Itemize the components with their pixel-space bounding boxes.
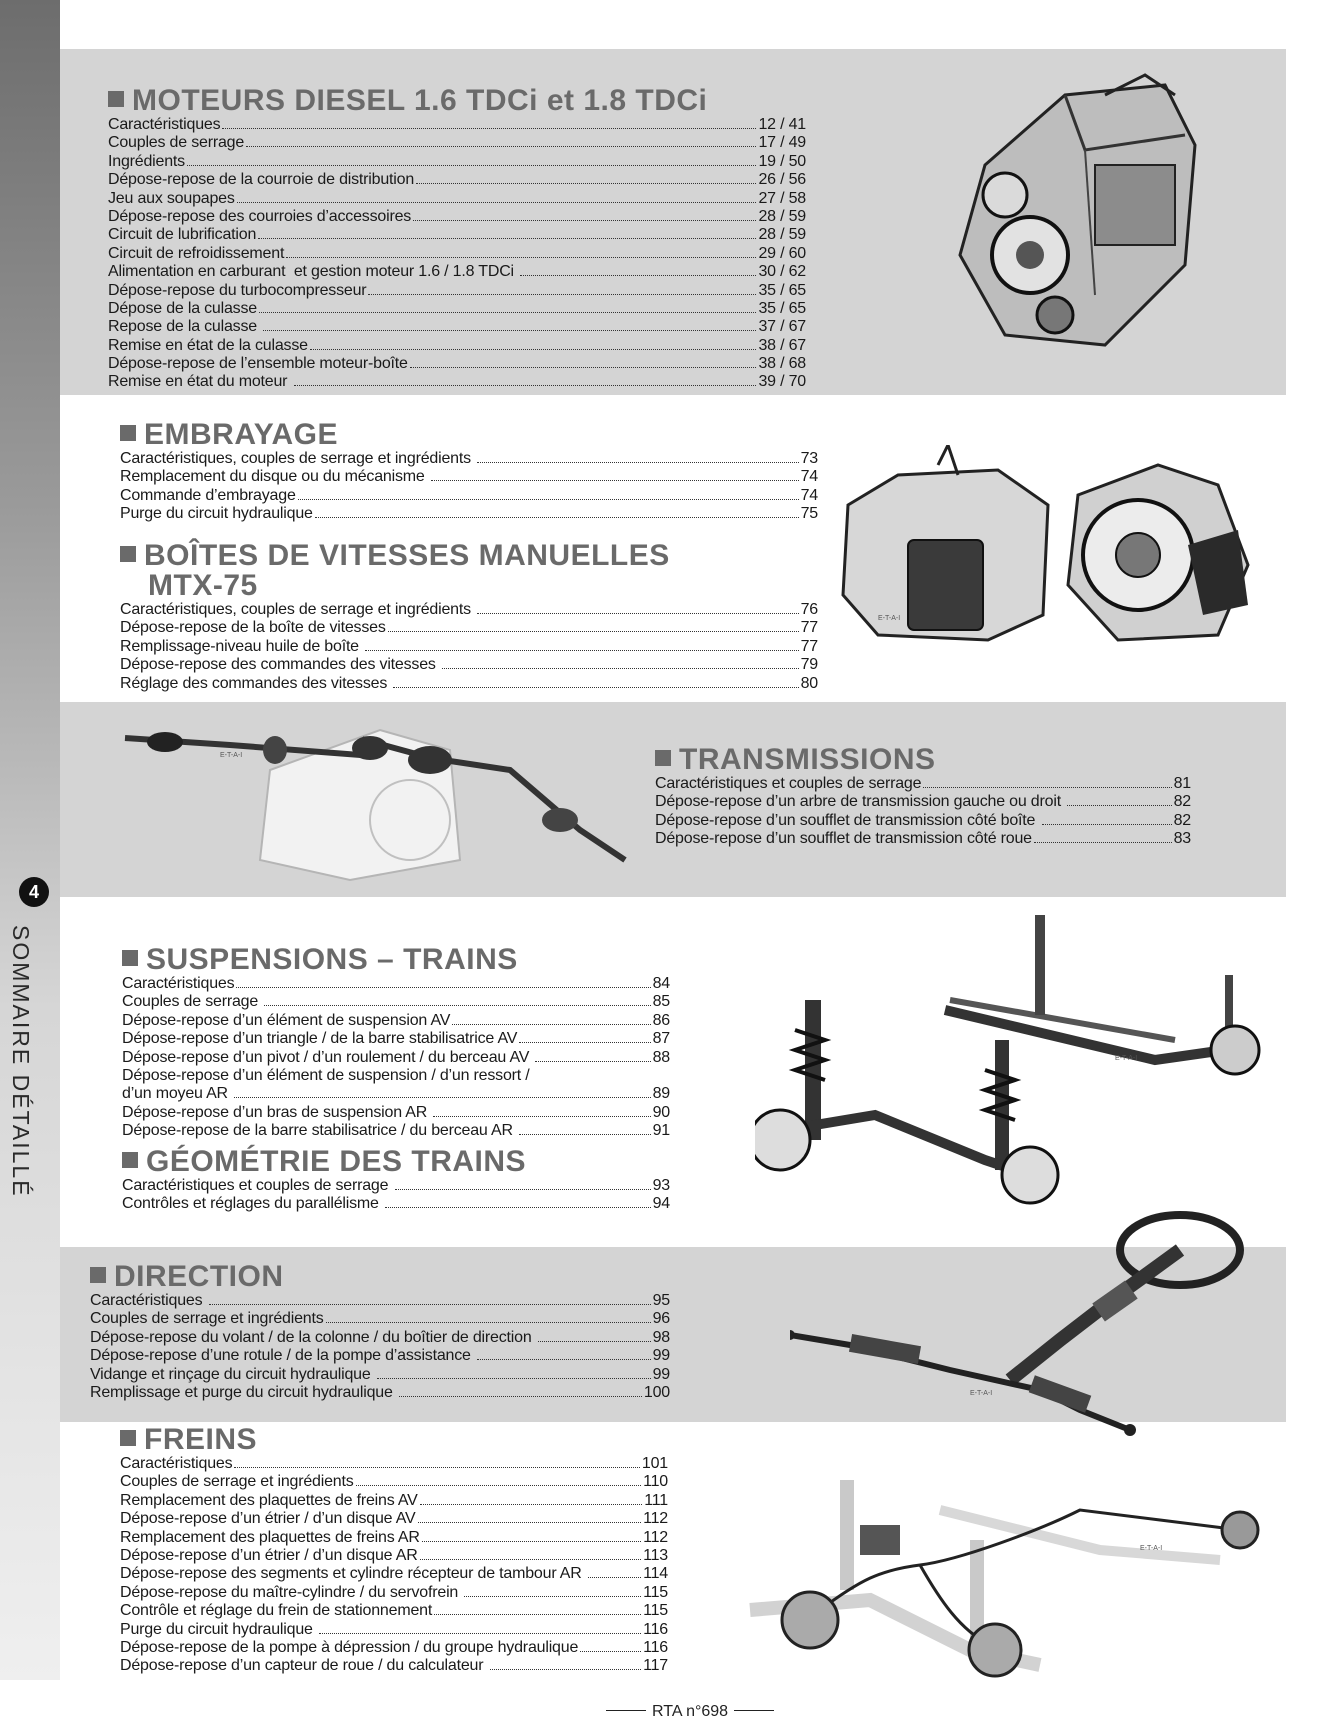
toc-entry <box>122 1195 670 1213</box>
dot-leader <box>310 349 757 350</box>
toc-entry <box>122 975 670 993</box>
square-bullet-icon <box>120 1430 136 1446</box>
dot-leader <box>264 1005 650 1006</box>
toc-entry-page: 116 <box>643 1620 668 1638</box>
toc-entry-page: 27 / 58 <box>758 189 806 207</box>
toc-entry <box>120 656 818 674</box>
dot-leader <box>452 1024 650 1025</box>
toc-entry-label: Couples de serrage et ingrédients <box>120 1473 354 1491</box>
toc-entry <box>655 812 1191 830</box>
toc-entry-label: Dépose-repose de la barre stabilisatrice / du berceau AR <box>122 1122 518 1140</box>
square-bullet-icon <box>122 1152 138 1168</box>
toc-entry <box>108 208 806 226</box>
dot-leader <box>395 1189 651 1190</box>
dot-leader <box>234 1467 639 1468</box>
toc-entry-page: 81 <box>1173 775 1191 792</box>
toc-entry-page: 29 / 60 <box>758 244 806 262</box>
toc-entry-label: Remplacement du disque ou du mécanisme <box>120 468 429 486</box>
toc-entry-label: d’un moyeu AR <box>122 1085 233 1103</box>
toc-entry <box>120 1639 668 1657</box>
toc-entry-page: 75 <box>800 505 818 523</box>
dot-leader <box>187 165 757 166</box>
toc-entry <box>108 116 806 134</box>
dot-leader <box>420 1504 643 1505</box>
toc-entry-page: 93 <box>652 1177 670 1194</box>
square-bullet-icon <box>120 425 136 441</box>
toc-list <box>120 450 818 524</box>
dot-leader <box>538 1341 651 1342</box>
toc-entry-label: Remplissage et purge du circuit hydraulique <box>90 1383 397 1401</box>
toc-entry <box>122 1049 670 1067</box>
toc-entry-label: Dépose-repose de la boîte de vitesses <box>120 619 386 637</box>
toc-entry-page: 74 <box>800 468 818 486</box>
toc-entry-label: Dépose de la culasse <box>108 299 257 317</box>
toc-entry-label: Remplacement des plaquettes de freins AR <box>120 1528 420 1546</box>
toc-entry-page: 115 <box>643 1583 668 1601</box>
toc-entry-page: 112 <box>643 1510 668 1528</box>
toc-entry <box>120 450 818 468</box>
footer-text: RTA n°698 <box>652 1703 729 1720</box>
section-title <box>120 541 818 601</box>
toc-entry-label: Circuit de refroidissement <box>108 244 285 262</box>
toc-entry-label: Purge du circuit hydraulique <box>120 1620 317 1638</box>
dot-leader <box>410 367 757 368</box>
dot-leader <box>368 294 756 295</box>
toc-entry <box>90 1292 670 1310</box>
toc-entry-label: Jeu aux soupapes <box>108 189 235 207</box>
toc-entry-page: 116 <box>643 1638 668 1656</box>
dot-leader <box>236 987 650 988</box>
toc-entry-page: 87 <box>652 1030 670 1048</box>
section-title-continuation: MTX-75 <box>148 569 258 602</box>
toc-list <box>122 1177 670 1214</box>
driveshaft-illustration <box>120 710 630 885</box>
dot-leader <box>365 650 798 651</box>
toc-list <box>122 975 670 1141</box>
section-title-text: TRANSMISSIONS <box>679 743 936 776</box>
dot-leader <box>431 480 799 481</box>
dot-leader <box>246 146 756 147</box>
toc-entry-page: 77 <box>800 637 818 655</box>
toc-entry <box>120 1492 668 1510</box>
etai-stamp: E-T-A-I <box>220 752 243 759</box>
toc-entry-page: 95 <box>652 1292 670 1309</box>
toc-entry-page: 111 <box>644 1491 668 1509</box>
toc-entry-label: Dépose-repose d’un triangle / de la barre stabilisatrice AV <box>122 1030 518 1048</box>
dot-leader <box>418 1522 642 1523</box>
toc-entry-label: Dépose-repose du maître-cylindre / du servofrein <box>120 1583 463 1601</box>
toc-list <box>655 775 1191 849</box>
dot-leader <box>315 517 799 518</box>
toc-entry-label: Repose de la culasse <box>108 318 262 336</box>
square-bullet-icon <box>90 1267 106 1283</box>
toc-entry-label: Contrôle et réglage du frein de stationnement <box>120 1602 433 1620</box>
dot-leader <box>356 1485 642 1486</box>
toc-entry-label: Circuit de lubrification <box>108 226 257 244</box>
footer <box>600 1703 780 1721</box>
toc-entry <box>655 775 1191 793</box>
toc-entry-label: Dépose-repose d’un capteur de roue / du calculateur <box>120 1657 488 1675</box>
section-title-text: BOÎTES DE VITESSES MANUELLES <box>144 539 670 572</box>
etai-stamp: E-T-A-I <box>970 1390 993 1397</box>
dot-leader <box>588 1577 641 1578</box>
section-transmissions <box>655 745 1191 849</box>
dot-leader <box>490 1669 641 1670</box>
section-title-text: FREINS <box>144 1423 258 1456</box>
section-moteurs <box>108 86 806 392</box>
toc-entry-page: 83 <box>1173 830 1191 848</box>
dot-leader <box>520 275 756 276</box>
toc-entry-label: Dépose-repose des courroies d’accessoires <box>108 207 412 225</box>
dot-leader <box>519 1042 650 1043</box>
page-number: 4 <box>19 877 49 907</box>
toc-entry <box>120 601 818 619</box>
dot-leader <box>442 668 799 669</box>
dot-leader <box>234 1097 650 1098</box>
toc-entry-label: Caractéristiques et couples de serrage <box>122 1177 393 1194</box>
toc-entry-label: Dépose-repose d’un étrier / d’un disque AV <box>120 1510 416 1528</box>
toc-list <box>120 601 818 693</box>
toc-entry-label: Dépose-repose d’un arbre de transmission gauche ou droit <box>655 793 1066 811</box>
toc-entry-page: 86 <box>652 1011 670 1029</box>
section-title <box>122 945 670 975</box>
toc-entry-label: Caractéristiques et couples de serrage <box>655 775 922 792</box>
toc-entry <box>120 675 818 693</box>
toc-entry-label: Remise en état de la culasse <box>108 336 308 354</box>
dot-leader <box>420 1559 642 1560</box>
section-freins <box>120 1425 668 1676</box>
toc-entry-page: 30 / 62 <box>758 263 806 281</box>
toc-entry <box>655 793 1191 811</box>
toc-entry-label: Caractéristiques <box>122 975 235 992</box>
toc-entry-page: 28 / 59 <box>758 207 806 225</box>
toc-entry <box>120 638 818 656</box>
dot-leader <box>263 330 756 331</box>
toc-entry-page: 98 <box>652 1328 670 1346</box>
toc-entry-label: Dépose-repose d’un pivot / d’un roulement / du berceau AV <box>122 1048 534 1066</box>
toc-entry-page: 38 / 67 <box>758 336 806 354</box>
toc-entry-label: Dépose-repose d’une rotule / de la pompe d’assistance <box>90 1347 475 1365</box>
toc-entry-label: Remise en état du moteur <box>108 373 292 391</box>
toc-entry <box>120 1529 668 1547</box>
suspension-illustration <box>755 900 1265 1205</box>
toc-entry <box>120 1547 668 1565</box>
toc-entry <box>120 1621 668 1639</box>
toc-entry <box>122 1012 670 1030</box>
steering-illustration <box>790 1195 1290 1450</box>
toc-entry-label: Dépose-repose du volant / de la colonne / du boîtier de direction <box>90 1328 536 1346</box>
toc-entry-page: 101 <box>641 1455 668 1472</box>
toc-entry-label: Dépose-repose des segments et cylindre récepteur de tambour AR <box>120 1565 586 1583</box>
toc-entry <box>108 263 806 281</box>
toc-entry-page: 114 <box>643 1565 668 1583</box>
toc-entry <box>122 1177 670 1195</box>
toc-entry <box>90 1329 670 1347</box>
toc-entry <box>120 505 818 523</box>
toc-entry-page: 90 <box>652 1103 670 1121</box>
toc-entry <box>120 1584 668 1602</box>
dot-leader <box>519 1134 651 1135</box>
toc-entry-label: Ingrédients <box>108 152 185 170</box>
dot-leader <box>535 1061 650 1062</box>
dot-leader <box>477 1359 651 1360</box>
toc-entry-page: 77 <box>800 619 818 637</box>
toc-entry <box>120 1455 668 1473</box>
dot-leader <box>393 687 798 688</box>
dot-leader <box>477 613 798 614</box>
toc-entry-label: Caractéristiques <box>108 116 221 133</box>
brake-illustration <box>740 1470 1260 1680</box>
toc-entry <box>655 830 1191 848</box>
toc-entry-label: Réglage des commandes des vitesses <box>120 674 392 692</box>
section-title <box>655 745 1191 775</box>
section-title <box>90 1262 670 1292</box>
dot-leader <box>294 385 757 386</box>
toc-entry-page: 84 <box>652 975 670 992</box>
dot-leader <box>416 183 756 184</box>
toc-entry-page: 89 <box>652 1085 670 1103</box>
toc-entry-label: Dépose-repose des commandes des vitesses <box>120 656 440 674</box>
toc-entry <box>108 355 806 373</box>
toc-entry-page: 117 <box>643 1657 668 1675</box>
dot-leader <box>326 1322 651 1323</box>
toc-entry-page: 82 <box>1173 811 1191 829</box>
toc-entry-label: Dépose-repose d’un bras de suspension AR <box>122 1103 432 1121</box>
dot-leader <box>464 1596 641 1597</box>
toc-entry <box>120 1473 668 1491</box>
toc-entry-page: 113 <box>643 1546 668 1564</box>
section-geometrie <box>122 1147 670 1214</box>
toc-entry <box>108 190 806 208</box>
section-direction <box>90 1262 670 1402</box>
toc-entry <box>122 1030 670 1048</box>
section-title-text: GÉOMÉTRIE DES TRAINS <box>146 1145 527 1178</box>
toc-entry <box>108 300 806 318</box>
toc-entry-label: Contrôles et réglages du parallélisme <box>122 1195 383 1213</box>
toc-entry-label: Dépose-repose d’un élément de suspension AV <box>122 1011 451 1029</box>
toc-entry-page: 112 <box>643 1528 668 1546</box>
toc-entry-page: 80 <box>800 674 818 692</box>
dot-leader <box>477 462 798 463</box>
dot-leader <box>286 257 756 258</box>
toc-entry-page: 73 <box>800 450 818 467</box>
toc-entry-page: 88 <box>652 1048 670 1066</box>
toc-entry-page: 94 <box>652 1195 670 1213</box>
toc-entry-label: Caractéristiques <box>90 1292 207 1309</box>
toc-entry-label: Dépose-repose d’un soufflet de transmission côté boîte <box>655 811 1040 829</box>
toc-entry-page: 39 / 70 <box>758 373 806 391</box>
dot-leader <box>237 202 757 203</box>
dot-leader <box>413 220 756 221</box>
toc-entry <box>122 1104 670 1122</box>
dot-leader <box>298 499 799 500</box>
toc-entry-label: Remplacement des plaquettes de freins AV <box>120 1491 418 1509</box>
toc-entry-page: 12 / 41 <box>758 116 806 133</box>
toc-entry <box>108 226 806 244</box>
toc-entry-page: 91 <box>652 1122 670 1140</box>
engine-illustration <box>945 55 1205 355</box>
section-title <box>120 420 818 450</box>
toc-list <box>90 1292 670 1402</box>
toc-entry-label: Alimentation en carburant et gestion moteur 1.6 / 1.8 TDCi <box>108 263 519 281</box>
dot-leader <box>399 1396 642 1397</box>
toc-entry <box>120 1657 668 1675</box>
toc-list <box>120 1455 668 1676</box>
square-bullet-icon <box>120 546 136 562</box>
section-title-text: EMBRAYAGE <box>144 418 339 451</box>
toc-entry-page: 100 <box>643 1383 670 1401</box>
section-title <box>122 1147 670 1177</box>
toc-entry-page: 99 <box>652 1347 670 1365</box>
toc-entry-label: Dépose-repose de la pompe à dépression / du groupe hydraulique <box>120 1638 579 1656</box>
toc-entry-page: 26 / 56 <box>758 171 806 189</box>
toc-entry-page: 115 <box>643 1602 668 1620</box>
toc-list <box>108 116 806 392</box>
toc-entry <box>120 1565 668 1583</box>
etai-stamp: E-T-A-I <box>878 615 901 622</box>
sidebar <box>0 0 60 1680</box>
toc-entry <box>120 1602 668 1620</box>
toc-entry <box>108 373 806 391</box>
toc-entry-label: Dépose-repose de la courroie de distribution <box>108 171 415 189</box>
toc-entry-label: Couples de serrage et ingrédients <box>90 1310 324 1328</box>
square-bullet-icon <box>122 950 138 966</box>
dot-leader <box>433 1116 650 1117</box>
dot-leader <box>258 238 756 239</box>
toc-entry-page: 99 <box>652 1365 670 1383</box>
toc-entry <box>108 318 806 336</box>
dot-leader <box>923 787 1171 788</box>
section-title-text: SUSPENSIONS – TRAINS <box>146 943 518 976</box>
toc-entry-page: 74 <box>800 486 818 504</box>
toc-entry-label: Dépose-repose du turbocompresseur <box>108 281 367 299</box>
toc-entry <box>120 1510 668 1528</box>
toc-entry-label: Dépose-repose d’un soufflet de transmission côté roue <box>655 830 1032 848</box>
etai-stamp: E-T-A-I <box>1115 1055 1138 1062</box>
toc-entry <box>90 1366 670 1384</box>
toc-entry-label: Couples de serrage <box>108 134 245 152</box>
toc-entry <box>120 619 818 637</box>
toc-entry-label: Commande d’embrayage <box>120 486 296 504</box>
toc-entry <box>90 1347 670 1365</box>
dot-leader <box>1042 824 1172 825</box>
dot-leader <box>319 1633 641 1634</box>
toc-entry <box>108 282 806 300</box>
section-title-text: DIRECTION <box>114 1260 284 1293</box>
toc-entry-page: 85 <box>652 993 670 1011</box>
toc-entry-page: 35 / 65 <box>758 281 806 299</box>
toc-entry <box>120 487 818 505</box>
toc-entry-page: 76 <box>800 601 818 618</box>
dot-leader <box>259 312 756 313</box>
square-bullet-icon <box>655 750 671 766</box>
toc-entry-page: 79 <box>800 656 818 674</box>
toc-entry-label: Dépose-repose de l’ensemble moteur-boîte <box>108 355 408 373</box>
toc-entry-page: 110 <box>643 1473 668 1491</box>
dot-leader <box>209 1304 651 1305</box>
etai-stamp: E-T-A-I <box>1140 1545 1163 1552</box>
toc-entry-page: 82 <box>1173 793 1191 811</box>
toc-entry-label: Couples de serrage <box>122 993 263 1011</box>
dot-leader <box>222 128 756 129</box>
toc-entry-page: 17 / 49 <box>758 134 806 152</box>
toc-entry <box>122 1067 670 1085</box>
side-title: SOMMAIRE DÉTAILLÉ <box>8 925 34 1198</box>
toc-entry-label: Vidange et rinçage du circuit hydraulique <box>90 1365 375 1383</box>
section-embrayage <box>120 420 818 524</box>
toc-entry-label: Dépose-repose d’un étrier / d’un disque AR <box>120 1546 418 1564</box>
toc-entry-page: 28 / 59 <box>758 226 806 244</box>
toc-entry-page: 35 / 65 <box>758 299 806 317</box>
section-suspensions <box>122 945 670 1141</box>
toc-entry <box>108 337 806 355</box>
section-title <box>120 1425 668 1455</box>
toc-entry-label: Remplissage-niveau huile de boîte <box>120 637 364 655</box>
toc-entry-page: 19 / 50 <box>758 152 806 170</box>
square-bullet-icon <box>108 91 124 107</box>
toc-entry-label: Caractéristiques <box>120 1455 233 1472</box>
dot-leader <box>1034 842 1172 843</box>
toc-entry <box>122 1122 670 1140</box>
toc-entry-page: 37 / 67 <box>758 318 806 336</box>
toc-entry <box>122 993 670 1011</box>
toc-entry <box>108 134 806 152</box>
toc-entry <box>120 468 818 486</box>
toc-entry-label: Caractéristiques, couples de serrage et ingrédients <box>120 450 476 467</box>
toc-entry <box>108 153 806 171</box>
dot-leader <box>1067 805 1171 806</box>
section-boites <box>120 541 818 693</box>
toc-entry-label: Purge du circuit hydraulique <box>120 505 313 523</box>
gearbox-illustration <box>838 445 1263 645</box>
toc-entry-label: Caractéristiques, couples de serrage et ingrédients <box>120 601 476 618</box>
dot-leader <box>385 1207 651 1208</box>
dot-leader <box>377 1378 651 1379</box>
dot-leader <box>434 1614 641 1615</box>
dot-leader <box>388 631 799 632</box>
toc-entry-label: Dépose-repose d’un élément de suspension / d’un ressort / <box>122 1066 530 1084</box>
toc-entry <box>108 245 806 263</box>
toc-entry <box>90 1384 670 1402</box>
dot-leader <box>580 1651 641 1652</box>
toc-entry <box>90 1310 670 1328</box>
toc-entry <box>108 171 806 189</box>
toc-entry-page: 96 <box>652 1310 670 1328</box>
dot-leader <box>422 1541 641 1542</box>
section-title <box>108 86 806 116</box>
section-title-text: MOTEURS DIESEL 1.6 TDCi et 1.8 TDCi <box>132 84 708 117</box>
toc-entry-page: 38 / 68 <box>758 355 806 373</box>
toc-entry <box>122 1085 670 1103</box>
